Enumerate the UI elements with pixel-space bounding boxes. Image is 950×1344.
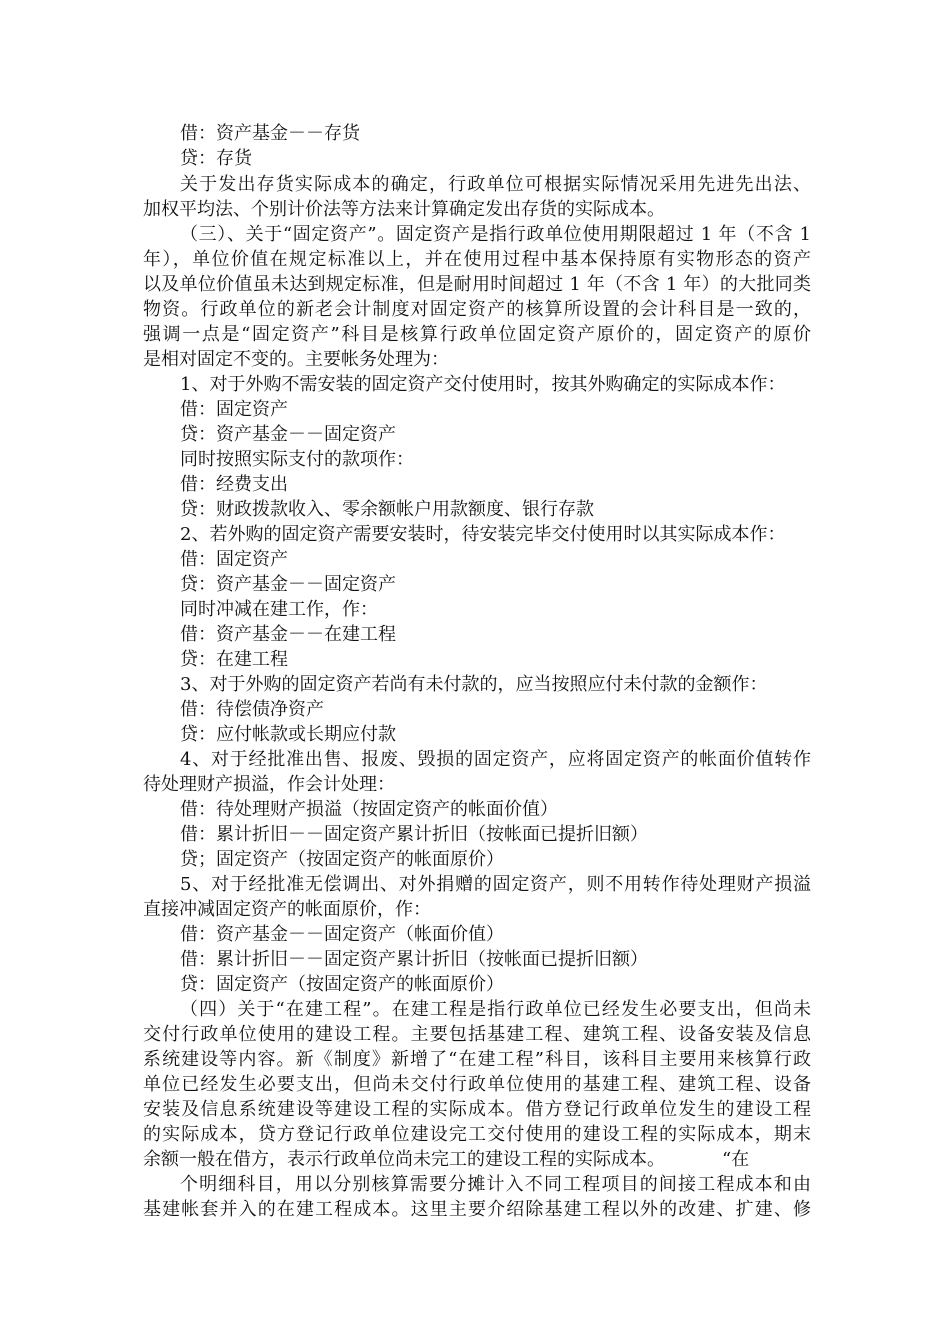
text-line: 关于发出存货实际成本的确定，行政单位可根据实际情况采用先进先出法、 [180, 174, 811, 195]
text-line: 贷：资产基金－－固定资产 [180, 574, 396, 595]
text-line: 系统建设等内容。新《制度》新增了“在建工程”科目，该科目主要用来核算行政 [143, 1049, 811, 1070]
text-line: （四）关于“在建工程”。在建工程是指行政单位已经发生必要支出，但尚未 [180, 999, 811, 1020]
text-line: 借：待偿债净资产 [180, 699, 324, 720]
text-line: 借：资产基金－－固定资产（帐面价值） [180, 924, 504, 945]
text-line: 同时冲减在建工作，作： [180, 599, 378, 620]
text-line: 贷：存货 [180, 148, 252, 169]
text-line: 贷：在建工程 [180, 649, 288, 670]
text-line: 借：固定资产 [180, 549, 288, 570]
text-line: 借：资产基金－－存货 [180, 123, 360, 144]
text-line: 借：固定资产 [180, 399, 288, 420]
trailing-fragment: “在 [722, 1149, 750, 1170]
text-line: 2、若外购的固定资产需要安装时，待安装完毕交付使用时以其实际成本作： [180, 524, 786, 545]
text-line: 贷：应付帐款或长期应付款 [180, 724, 396, 745]
text-line: 3、对于外购的固定资产若尚有未付款的，应当按照应付未付款的金额作： [180, 674, 768, 695]
text-line: 贷；固定资产（按固定资产的帐面原价） [180, 849, 504, 870]
text-line: 贷：财政拨款收入、零余额帐户用款额度、银行存款 [180, 499, 594, 520]
text-line: 个明细科目，用以分别核算需要分摊计入不同工程项目的间接工程成本和由 [180, 1174, 811, 1195]
text-line: 是相对固定不变的。主要帐务处理为： [143, 349, 449, 370]
text-line: 贷：固定资产（按固定资产的帐面原价） [180, 974, 504, 995]
text-line: 同时按照实际支付的款项作： [180, 449, 414, 470]
text-line: 借：累计折旧－－固定资产累计折旧（按帐面已提折旧额） [180, 949, 648, 970]
text-line: 5、对于经批准无偿调出、对外捐赠的固定资产，则不用转作待处理财产损溢 [180, 874, 811, 895]
text-line: 贷：资产基金－－固定资产 [180, 424, 396, 445]
text-line: 1、对于外购不需安装的固定资产交付使用时，按其外购确定的实际成本作： [180, 374, 786, 395]
text-line: 借：待处理财产损溢（按固定资产的帐面价值） [180, 799, 558, 820]
text-line: 安装及信息系统建设等建设工程的实际成本。借方登记行政单位发生的建设工程 [143, 1099, 811, 1120]
text-line: 强调一点是“固定资产”科目是核算行政单位固定资产原价的，固定资产的原价 [143, 324, 811, 345]
text-line: 加权平均法、个别计价法等方法来计算确定发出存货的实际成本。 [143, 199, 665, 220]
text-line: 单位已经发生必要支出，但尚未交付行政单位使用的基建工程、建筑工程、设备 [143, 1074, 811, 1095]
text-line: 交付行政单位使用的建设工程。主要包括基建工程、建筑工程、设备安装及信息 [143, 1024, 811, 1045]
text-line: 年），单位价值在规定标准以上，并在使用过程中基本保持原有实物形态的资产 [143, 249, 811, 270]
text-line: 借：资产基金－－在建工程 [180, 624, 396, 645]
text-line: 以及单位价值虽未达到规定标准，但是耐用时间超过 1 年（不含 1 年）的大批同类 [143, 274, 811, 295]
text-line: 基建帐套并入的在建工程成本。这里主要介绍除基建工程以外的改建、扩建、修 [143, 1199, 811, 1220]
text-line: 待处理财产损溢，作会计处理： [143, 774, 395, 795]
text-line: 直接冲减固定资产的帐面原价，作： [143, 899, 431, 920]
text-line: 4、对于经批准出售、报废、毁损的固定资产，应将固定资产的帐面价值转作 [180, 749, 811, 770]
text-line: （三）、关于“固定资产”。固定资产是指行政单位使用期限超过 1 年（不含 1 [180, 224, 811, 245]
text-line: 的实际成本，贷方登记行政单位建设完工交付使用的建设工程的实际成本，期末 [143, 1124, 811, 1145]
text-line: 借：累计折旧－－固定资产累计折旧（按帐面已提折旧额） [180, 824, 648, 845]
text-line: 借：经费支出 [180, 474, 288, 495]
text-line: 物资。行政单位的新老会计制度对固定资产的核算所设置的会计科目是一致的， [143, 299, 811, 320]
text-line: 余额一般在借方，表示行政单位尚未完工的建设工程的实际成本。 [143, 1149, 665, 1170]
